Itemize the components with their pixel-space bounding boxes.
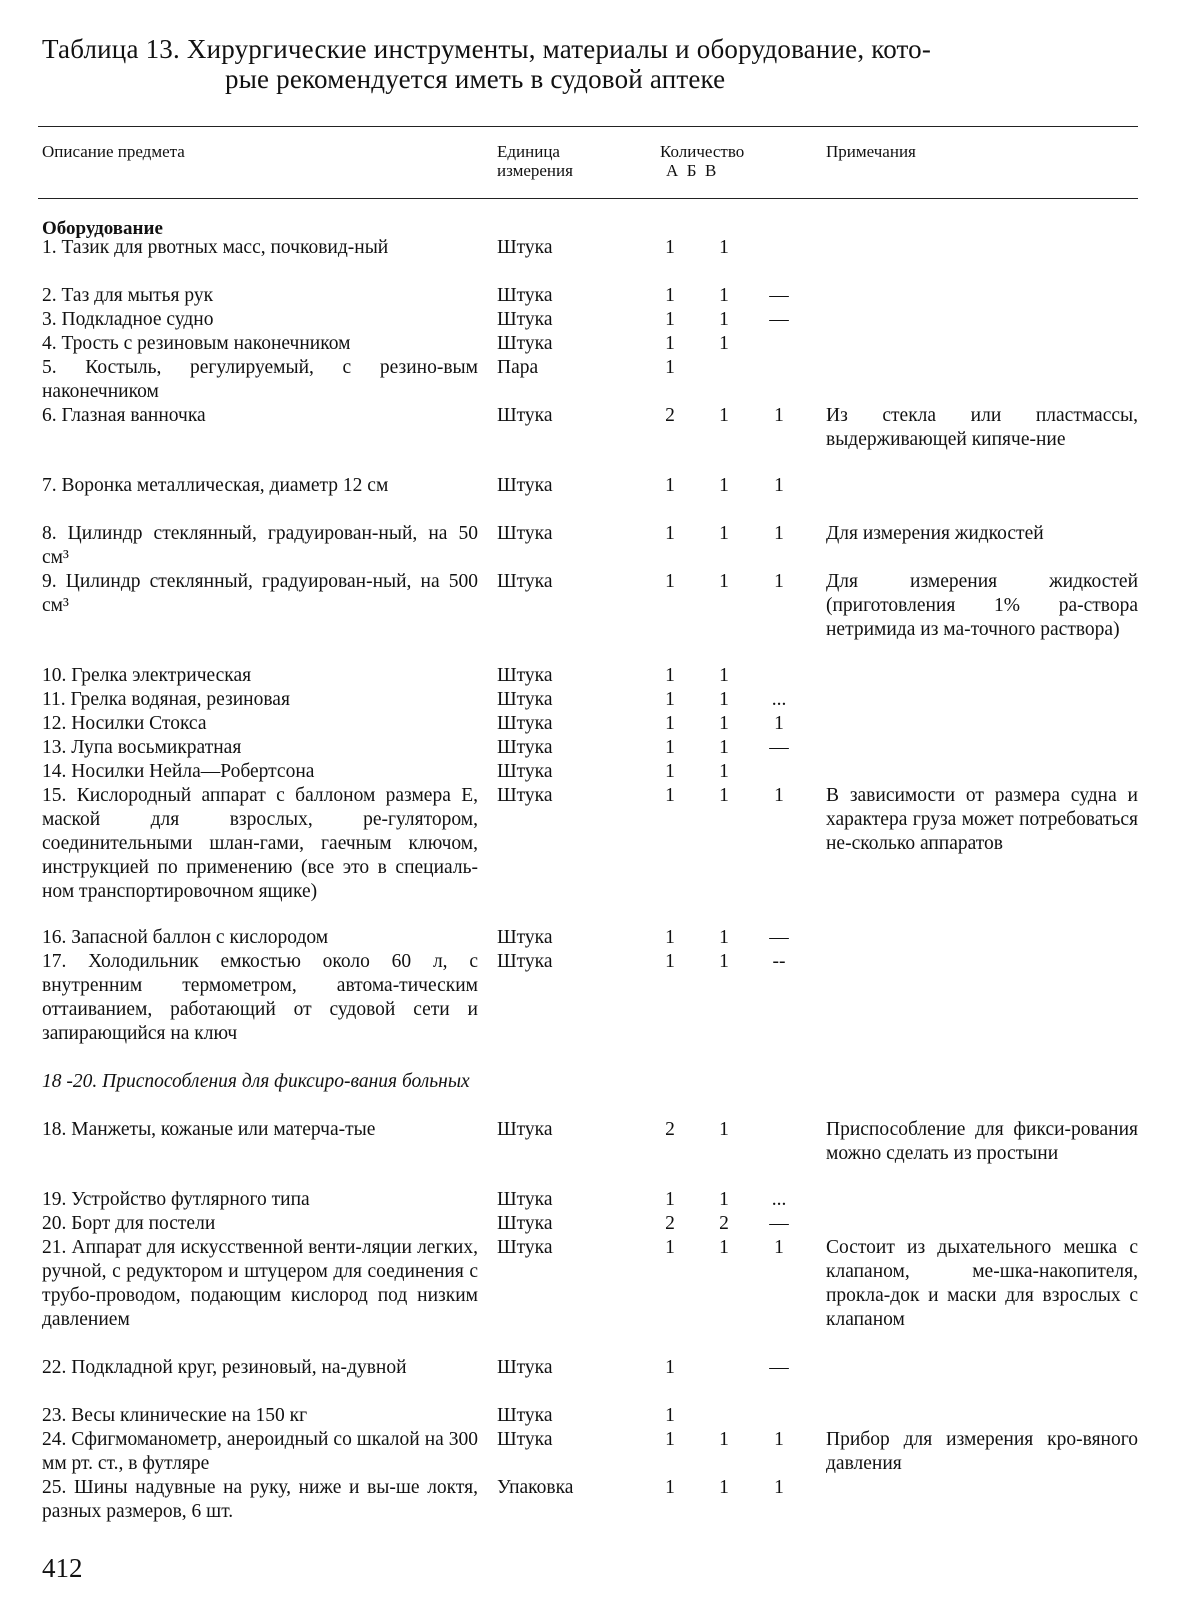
qty-c: 1	[774, 1477, 784, 1498]
item-description: 20. Борт для постели	[42, 1213, 216, 1234]
item-unit: Штука	[497, 1357, 553, 1378]
qty-b: 2	[719, 1213, 729, 1234]
qty-b: 1	[719, 689, 729, 710]
item-note: В зависимости от размера судна и характера груза может потребоваться не-сколько аппаратов	[826, 785, 1138, 854]
item-description: 10. Грелка электрическая	[42, 665, 252, 686]
qty-a: 1	[665, 785, 675, 806]
qty-a: 1	[665, 333, 675, 354]
item-unit: Штука	[497, 333, 553, 354]
qty-b: 1	[719, 237, 729, 258]
qty-a: 1	[665, 285, 675, 306]
item-unit: Штука	[497, 785, 553, 806]
item-description: 3. Подкладное судно	[42, 309, 214, 330]
item-unit: Штука	[497, 405, 553, 426]
qty-c: —	[769, 927, 789, 948]
qty-b: 1	[719, 523, 729, 544]
header-quantity	[660, 142, 744, 180]
item-description: 24. Сфигмоманометр, анероидный со шкалой на 300 мм рт. ст., в футляре	[42, 1429, 478, 1474]
qty-b: 1	[719, 927, 729, 948]
qty-c: ...	[771, 689, 787, 710]
section-title: Оборудование	[42, 218, 163, 239]
item-unit: Штука	[497, 571, 553, 592]
qty-a: 1	[665, 1429, 675, 1450]
item-description: 7. Воронка металлическая, диаметр 12 см	[42, 475, 389, 496]
qty-a: 1	[665, 237, 675, 258]
qty-b: 1	[719, 309, 729, 330]
qty-c: —	[769, 737, 789, 758]
qty-b: 1	[719, 713, 729, 734]
item-note: Для измерения жидкостей (приготовления 1% ра-створа нетримида из ма-точного раствора)	[826, 571, 1138, 640]
item-note: Состоит из дыхательного мешка с клапаном, ме-шка-накопителя, прокла-док и маски для взрослых с клапаном	[826, 1237, 1138, 1330]
qty-b: 1	[719, 1477, 729, 1498]
item-unit: Штука	[497, 1189, 553, 1210]
item-unit: Штука	[497, 761, 553, 782]
header-unit	[497, 142, 573, 180]
item-note: Из стекла или пластмассы, выдерживающей кипяче-ние	[826, 405, 1138, 450]
item-unit: Штука	[497, 665, 553, 686]
qty-b: 1	[719, 405, 729, 426]
qty-a: 1	[665, 713, 675, 734]
item-note: Приспособление для фикси-рования можно сделать из простыни	[826, 1119, 1138, 1164]
qty-b: 1	[719, 1237, 729, 1258]
item-description: 14. Носилки Нейла—Робертсона	[42, 761, 315, 782]
qty-a: 2	[665, 1213, 675, 1234]
item-description: 1. Тазик для рвотных масс, почковид-ный	[42, 237, 389, 258]
qty-c: —	[769, 309, 789, 330]
qty-b: 1	[719, 333, 729, 354]
item-description: 6. Глазная ванночка	[42, 405, 206, 426]
item-unit: Штука	[497, 737, 553, 758]
header-quantity-line-1: Количество	[660, 142, 745, 161]
qty-a: 1	[665, 357, 675, 378]
qty-c: 1	[774, 785, 784, 806]
item-description: 4. Трость с резиновым наконечником	[42, 333, 351, 354]
qty-a: 1	[665, 1357, 675, 1378]
qty-b: 1	[719, 475, 729, 496]
item-unit: Упаковка	[497, 1477, 574, 1498]
item-unit: Штука	[497, 689, 553, 710]
qty-b: 1	[719, 761, 729, 782]
qty-a: 1	[665, 761, 675, 782]
item-unit: Штука	[497, 237, 553, 258]
top-rule	[38, 126, 1138, 127]
item-unit: Штука	[497, 1237, 553, 1258]
title-line-2: рые рекомендуется иметь в судовой аптеке	[225, 64, 726, 94]
qty-b: 1	[719, 571, 729, 592]
qty-a: 1	[665, 1477, 675, 1498]
qty-c: 1	[774, 1429, 784, 1450]
qty-a: 2	[665, 405, 675, 426]
table-title	[42, 34, 1122, 94]
qty-b: 1	[719, 1119, 729, 1140]
header-unit-line-1: Единица	[497, 142, 560, 161]
item-description: 5. Костыль, регулируемый, с резино-вым наконечником	[42, 357, 478, 402]
item-description: 12. Носилки Стокса	[42, 713, 207, 734]
qty-a: 1	[665, 523, 675, 544]
item-unit: Штука	[497, 309, 553, 330]
qty-b: 1	[719, 1189, 729, 1210]
qty-a: 2	[665, 1119, 675, 1140]
item-description: 17. Холодильник емкостью около 60 л, с внутренним термометром, автома-тическим оттаиванием, работающий от судовой сети и запирающийся на ключ	[42, 951, 478, 1044]
qty-a: 1	[665, 737, 675, 758]
qty-a: 1	[665, 927, 675, 948]
item-description: 18. Манжеты, кожаные или матерча-тые	[42, 1119, 376, 1140]
qty-c: 1	[774, 405, 784, 426]
qty-c: —	[769, 1357, 789, 1378]
qty-a: 1	[665, 309, 675, 330]
header-unit-line-2: измерения	[497, 161, 573, 180]
item-description: 9. Цилиндр стеклянный, градуирован-ный, на 500 см³	[42, 571, 478, 616]
qty-a: 1	[665, 475, 675, 496]
item-unit: Штука	[497, 523, 553, 544]
qty-c: 1	[774, 475, 784, 496]
qty-c: —	[769, 285, 789, 306]
qty-b: 1	[719, 285, 729, 306]
item-unit: Штука	[497, 475, 553, 496]
item-unit: Штука	[497, 285, 553, 306]
qty-a: 1	[665, 571, 675, 592]
qty-b: 1	[719, 665, 729, 686]
qty-c: 1	[774, 713, 784, 734]
item-description: 23. Весы клинические на 150 кг	[42, 1405, 308, 1426]
item-description: 19. Устройство футлярного типа	[42, 1189, 310, 1210]
qty-c: 1	[774, 523, 784, 544]
qty-a: 1	[665, 1237, 675, 1258]
group-subheading: 18 -20. Приспособления для фиксиро-вания больных	[42, 1071, 470, 1092]
item-note: Прибор для измерения кро-вяного давления	[826, 1429, 1138, 1474]
qty-a: 1	[665, 665, 675, 686]
item-unit: Штука	[497, 1429, 553, 1450]
qty-b: 1	[719, 951, 729, 972]
header-rule	[38, 198, 1138, 199]
item-description: 2. Таз для мытья рук	[42, 285, 214, 306]
item-unit: Штука	[497, 927, 553, 948]
header-notes: Примечания	[826, 142, 916, 161]
item-description: 22. Подкладной круг, резиновый, на-дувной	[42, 1357, 407, 1378]
qty-b: 1	[719, 785, 729, 806]
item-unit: Штука	[497, 1213, 553, 1234]
item-description: 25. Шины надувные на руку, ниже и вы-ше локтя, разных размеров, 6 шт.	[42, 1477, 478, 1522]
item-unit: Пара	[497, 357, 539, 378]
qty-a: 1	[665, 1405, 675, 1426]
item-unit: Штука	[497, 1405, 553, 1426]
qty-c: —	[769, 1213, 789, 1234]
header-description: Описание предмета	[42, 142, 185, 161]
item-unit: Штука	[497, 713, 553, 734]
header-quantity-line-2: А Б В	[666, 161, 717, 180]
item-description: 15. Кислородный аппарат с баллоном размера Е, маской для взрослых, ре-гулятором, соединительными шлан-гами, гаечным ключом, инструкцией по применению (все это в специаль-ном транспортировочном ящике)	[42, 785, 478, 902]
title-line-1: Таблица 13. Хирургические инструменты, материалы и оборудование, кото-	[42, 34, 932, 64]
qty-c: 1	[774, 571, 784, 592]
qty-b: 1	[719, 1429, 729, 1450]
qty-c: 1	[774, 1237, 784, 1258]
item-unit: Штука	[497, 951, 553, 972]
item-description: 21. Аппарат для искусственной венти-ляции легких, ручной, с редуктором и штуцером для соединения с трубо-проводом, подающим кислород под низким давлением	[42, 1237, 478, 1330]
page-number: 412	[42, 1553, 83, 1583]
qty-a: 1	[665, 689, 675, 710]
item-description: 13. Лупа восьмикратная	[42, 737, 242, 758]
item-description: 11. Грелка водяная, резиновая	[42, 689, 290, 710]
item-note: Для измерения жидкостей	[826, 523, 1044, 544]
qty-a: 1	[665, 1189, 675, 1210]
qty-c: --	[772, 951, 786, 972]
qty-a: 1	[665, 951, 675, 972]
item-description: 8. Цилиндр стеклянный, градуирован-ный, на 50 см³	[42, 523, 478, 568]
qty-b: 1	[719, 737, 729, 758]
item-description: 16. Запасной баллон с кислородом	[42, 927, 329, 948]
qty-c: ...	[771, 1189, 787, 1210]
item-unit: Штука	[497, 1119, 553, 1140]
